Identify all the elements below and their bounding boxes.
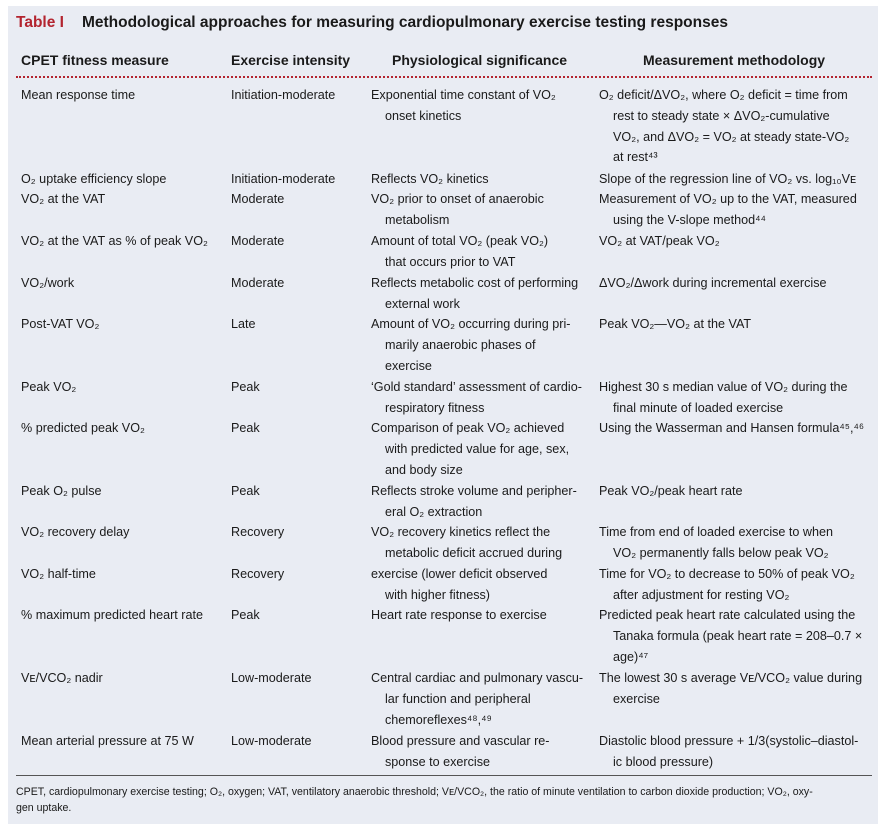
cell-intensity	[231, 169, 366, 190]
cell-line: Comparison of peak VO₂ achieved	[371, 421, 565, 435]
cell-method	[599, 377, 871, 419]
footnote-line: gen uptake.	[16, 802, 72, 814]
cell-line: metabolism	[385, 212, 450, 227]
cell-method	[599, 189, 871, 231]
cell-intensity	[231, 189, 366, 210]
cell-method	[599, 314, 871, 335]
cell-measure	[21, 377, 241, 398]
cell-measure	[21, 169, 241, 190]
cell-line: ic blood pressure)	[613, 754, 714, 769]
cell-line: Initiation-moderate	[231, 88, 336, 102]
cell-significance	[371, 418, 593, 480]
cell-significance	[371, 668, 593, 730]
cell-line: Recovery	[231, 567, 285, 581]
cell-significance	[371, 605, 593, 626]
cell-significance	[371, 231, 593, 273]
cell-line: final minute of loaded exercise	[613, 400, 784, 415]
cell-measure	[21, 731, 241, 752]
cell-line: Mean arterial pressure at 75 W	[21, 734, 194, 748]
cell-measure	[21, 605, 241, 626]
cell-intensity	[231, 522, 366, 543]
cell-line: onset kinetics	[385, 108, 462, 123]
cell-measure	[21, 564, 241, 585]
cell-intensity	[231, 668, 366, 689]
cell-significance	[371, 564, 593, 606]
cell-line: The lowest 30 s average Vᴇ/VCO₂ value during	[599, 671, 863, 685]
cell-line: Peak	[231, 380, 260, 394]
cell-significance	[371, 481, 593, 523]
cell-line: Highest 30 s median value of VO₂ during the	[599, 380, 848, 394]
cell-line: exercise	[613, 691, 660, 706]
cell-measure	[21, 314, 241, 335]
cell-line: Initiation-moderate	[231, 172, 336, 186]
cell-line: eral O₂ extraction	[385, 504, 483, 519]
cell-line: Peak O₂ pulse	[21, 484, 102, 498]
cell-measure	[21, 668, 241, 689]
cell-line: Predicted peak heart rate calculated using the	[599, 608, 856, 622]
cell-method	[599, 169, 871, 190]
cell-method	[599, 481, 871, 502]
cell-line: Moderate	[231, 276, 285, 290]
cell-significance	[371, 377, 593, 419]
header-cpet-measure: CPET fitness measure	[21, 52, 169, 68]
cell-line: exercise	[385, 358, 432, 373]
cell-line: Measurement of VO₂ up to the VAT, measured	[599, 192, 857, 206]
cell-line: lar function and peripheral	[385, 691, 531, 706]
table-number: Table I	[16, 14, 64, 31]
cell-line: chemoreflexes⁴⁸,⁴⁹	[385, 712, 492, 727]
header-exercise-intensity: Exercise intensity	[231, 52, 351, 68]
cell-line: rest to steady state × ΔVO₂-cumulative	[613, 108, 830, 123]
cell-line: VO₂ half-time	[21, 567, 96, 581]
cell-line: % predicted peak VO₂	[21, 421, 145, 435]
cell-significance	[371, 189, 593, 231]
cell-intensity	[231, 231, 366, 252]
header-divider	[16, 76, 872, 78]
cell-line: VO₂, and ΔVO₂ = VO₂ at steady state-VO₂	[613, 129, 850, 144]
cell-measure	[21, 418, 241, 439]
cell-line: Peak	[231, 608, 260, 622]
cell-line: Central cardiac and pulmonary vascu-	[371, 671, 584, 685]
cell-line: Using the Wasserman and Hansen formula⁴⁵,⁴⁶	[599, 421, 865, 435]
cell-intensity	[231, 481, 366, 502]
table-footnote	[16, 784, 874, 816]
cell-line: Peak	[231, 421, 260, 435]
cell-line: marily anaerobic phases of	[385, 337, 536, 352]
cell-significance	[371, 731, 593, 773]
cell-intensity	[231, 85, 366, 106]
cell-line: respiratory fitness	[385, 400, 485, 415]
cell-line: Low-moderate	[231, 734, 312, 748]
cell-method	[599, 731, 871, 773]
footnote-line: CPET, cardiopulmonary exercise testing; O₂, oxygen; VAT, ventilatory anaerobic threshold; Vᴇ/VCO₂, the ratio of minute ventilation to carbon dioxide production; VO₂, oxy-	[16, 786, 813, 798]
cell-intensity	[231, 273, 366, 294]
cell-line: Amount of VO₂ occurring during pri-	[371, 317, 571, 331]
cell-line: at rest⁴³	[613, 150, 658, 165]
cell-method	[599, 605, 871, 667]
cell-intensity	[231, 731, 366, 752]
cell-line: external work	[385, 296, 460, 311]
cell-line: VO₂ recovery delay	[21, 525, 130, 539]
cell-line: Moderate	[231, 234, 285, 248]
cell-line: Reflects metabolic cost of performing	[371, 276, 579, 290]
cell-line: Heart rate response to exercise	[371, 608, 547, 622]
cell-line: using the V-slope method⁴⁴	[613, 212, 766, 227]
cell-significance	[371, 85, 593, 127]
cell-line: Peak VO₂/peak heart rate	[599, 484, 743, 498]
cell-line: Low-moderate	[231, 671, 312, 685]
cell-line: with higher fitness)	[385, 587, 490, 602]
cell-line: Time from end of loaded exercise to when	[599, 525, 834, 539]
cell-line: metabolic deficit accrued during	[385, 545, 563, 560]
header-physiological-significance: Physiological significance	[392, 52, 568, 68]
cell-line: Reflects stroke volume and peripher-	[371, 484, 577, 498]
cell-method	[599, 564, 871, 606]
cell-line: Mean response time	[21, 88, 136, 102]
cell-line: VO₂ at the VAT	[21, 192, 106, 206]
cell-intensity	[231, 377, 366, 398]
cell-measure	[21, 231, 241, 252]
cell-line: sponse to exercise	[385, 754, 491, 769]
cell-line: Diastolic blood pressure + 1/3(systolic–diastol-	[599, 734, 859, 748]
cell-significance	[371, 169, 593, 190]
table	[8, 6, 878, 824]
cell-line: and body size	[385, 462, 463, 477]
cell-method	[599, 668, 871, 710]
cell-method	[599, 522, 871, 564]
cell-line: O₂ uptake efficiency slope	[21, 172, 167, 186]
cell-line: Tanaka formula (peak heart rate = 208–0.7 ×	[613, 628, 863, 643]
cell-line: Reflects VO₂ kinetics	[371, 172, 489, 186]
cell-line: age)⁴⁷	[613, 649, 649, 664]
cell-method	[599, 231, 871, 252]
cell-line: % maximum predicted heart rate	[21, 608, 203, 622]
cell-line: VO₂ prior to onset of anaerobic	[371, 192, 544, 206]
cell-line: Peak VO₂—VO₂ at the VAT	[599, 317, 752, 331]
cell-line: VO₂ recovery kinetics reflect the	[371, 525, 551, 539]
table-caption	[16, 14, 728, 32]
cell-line: VO₂/work	[21, 276, 75, 290]
cell-line: VO₂ at VAT/peak VO₂	[599, 234, 720, 248]
cell-intensity	[231, 564, 366, 585]
cell-line: O₂ deficit/ΔVO₂, where O₂ deficit = time from	[599, 88, 848, 102]
cell-measure	[21, 481, 241, 502]
cell-method	[599, 418, 871, 439]
cell-line: after adjustment for resting VO₂	[613, 587, 790, 602]
cell-measure	[21, 273, 241, 294]
cell-line: Moderate	[231, 192, 285, 206]
cell-measure	[21, 85, 241, 106]
cell-line: ΔVO₂/Δwork during incremental exercise	[599, 276, 827, 290]
cell-method	[599, 273, 871, 294]
cell-line: Peak VO₂	[21, 380, 77, 394]
cell-line: Slope of the regression line of VO₂ vs. log₁₀Vᴇ	[599, 172, 857, 186]
cell-method	[599, 85, 871, 168]
cell-line: ‘Gold standard’ assessment of cardio-	[371, 380, 582, 394]
cell-line: exercise (lower deficit observed	[371, 567, 548, 581]
cell-line: Post-VAT VO₂	[21, 317, 100, 331]
footnote-divider	[16, 775, 872, 776]
cell-significance	[371, 314, 593, 376]
cell-line: Blood pressure and vascular re-	[371, 734, 550, 748]
cell-significance	[371, 273, 593, 315]
cell-line: with predicted value for age, sex,	[385, 441, 570, 456]
table-title: Methodological approaches for measuring cardiopulmonary exercise testing responses	[81, 14, 728, 31]
cell-intensity	[231, 418, 366, 439]
cell-line: Time for VO₂ to decrease to 50% of peak VO₂	[599, 567, 855, 581]
cell-line: Exponential time constant of VO₂	[371, 88, 556, 102]
cell-line: that occurs prior to VAT	[385, 254, 516, 269]
cell-line: Late	[231, 317, 256, 331]
cell-measure	[21, 189, 241, 210]
cell-line: Amount of total VO₂ (peak VO₂)	[371, 234, 549, 248]
cell-significance	[371, 522, 593, 564]
cell-intensity	[231, 605, 366, 626]
cell-line: Vᴇ/VCO₂ nadir	[21, 671, 103, 685]
cell-line: Recovery	[231, 525, 285, 539]
cell-line: Peak	[231, 484, 260, 498]
cell-line: VO₂ permanently falls below peak VO₂	[613, 545, 829, 560]
cell-line: VO₂ at the VAT as % of peak VO₂	[21, 234, 208, 248]
header-measurement-methodology: Measurement methodology	[643, 52, 826, 68]
cell-intensity	[231, 314, 366, 335]
cell-measure	[21, 522, 241, 543]
